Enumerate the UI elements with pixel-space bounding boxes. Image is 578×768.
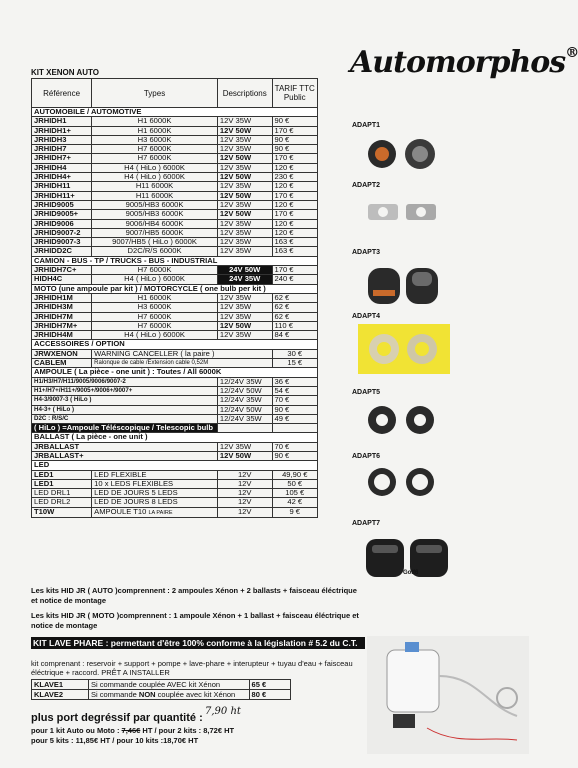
klave-price: 80 €	[249, 690, 290, 700]
desc-cell: 12V 50W	[217, 191, 272, 200]
desc-cell: 12V 35W	[217, 117, 272, 126]
table-row	[32, 507, 318, 517]
empty-cell	[272, 424, 318, 433]
price-cell: 84 €	[272, 331, 318, 340]
brand-reg-mark: ®	[565, 45, 578, 61]
type-text: LED DE JOURS 5 LEDS	[94, 488, 178, 498]
desc-cell: 12V 50W	[217, 154, 272, 163]
desc-cell: 12V	[217, 479, 272, 488]
table-row	[32, 405, 318, 414]
ref-cell: CABLEM	[32, 359, 92, 368]
klave-desc-c: couplée avec kit Xénon	[155, 690, 236, 699]
price-cell: 70 €	[272, 396, 318, 405]
type-cell: H4 ( HiLo ) 6000K	[92, 275, 218, 284]
price-cell: 170 €	[272, 126, 318, 135]
klave-desc-a: Si commande	[90, 690, 139, 699]
price-cell: 49,90 €	[272, 470, 318, 479]
table-row	[32, 154, 318, 163]
ref-cell: JRHID9006	[32, 219, 92, 228]
table-row	[32, 349, 318, 358]
adapter-6-image	[364, 462, 444, 502]
desc-cell: 12V 50W	[217, 173, 272, 182]
desc-cell: 12V 35W	[217, 145, 272, 154]
table-row	[32, 451, 318, 460]
price-cell: 163 €	[272, 238, 318, 247]
ref-cell: JRHID9005	[32, 200, 92, 209]
price-cell: 42 €	[272, 498, 318, 507]
desc-cell: 12V 35W	[217, 312, 272, 321]
desc-cell: 12/24V 35W	[217, 396, 272, 405]
note-auto-kit: Les kits HID JR ( AUTO )comprennent : 2 ampoules Xénon + 2 ballasts + faisceau éléctrique et notice de montage	[31, 586, 357, 605]
adapter-label-3: ADAPT3	[352, 249, 381, 256]
price-cell: 62 €	[272, 293, 318, 302]
desc-cell: 12V	[217, 498, 272, 507]
desc-cell: 12V 50W	[217, 126, 272, 135]
adapter-label-1: ADAPT1	[352, 122, 381, 129]
klave-ref: KLAVE1	[32, 680, 89, 690]
section-led: LED	[32, 461, 318, 470]
desc-cell: 12V 35W	[217, 182, 272, 191]
price-cell: 90 €	[272, 145, 318, 154]
table-row	[32, 126, 318, 135]
section-camion: CAMION - BUS - TP / TRUCKS - BUS - INDUSTRIAL	[32, 256, 318, 265]
ref-cell: H4-3+ ( HiLo )	[32, 405, 218, 414]
klave-desc	[88, 690, 249, 700]
price-cell: 36 €	[272, 377, 318, 386]
table-row	[32, 377, 318, 386]
ref-cell: HIDH4C	[32, 275, 92, 284]
adapter-label-7: ADAPT7	[352, 520, 381, 527]
ref-cell: JRHIDH7C+	[32, 266, 92, 275]
type-cell: H3 6000K	[92, 303, 218, 312]
type-cell	[92, 507, 218, 517]
klave-price: 65 €	[249, 680, 290, 690]
klave-desc: Si commande couplée AVEC kit Xénon	[88, 680, 249, 690]
price-cell: 240 €	[272, 275, 318, 284]
type-cell: H11 6000K	[92, 191, 218, 200]
table-row	[32, 219, 318, 228]
header-types: Types	[92, 79, 218, 108]
section-accessoires: ACCESSOIRES / OPTION	[32, 340, 318, 349]
type-cell: H7 6000K	[92, 321, 218, 330]
type-cell: 9007/HB5 ( HiLo ) 6000K	[92, 238, 218, 247]
lave-phare-table	[31, 679, 291, 700]
ref-cell: JRHIDH7M	[32, 312, 92, 321]
desc-cell: 12V 35W	[217, 200, 272, 209]
adapter-3-image	[364, 262, 444, 308]
ref-cell: H4-3/9007-3 ( HiLo )	[32, 396, 218, 405]
type-cell: 9006/HB4 6000K	[92, 219, 218, 228]
lave-phare-contents: kit comprenant : reservoir + support + pompe + lave-phare + interupteur + tuyau d'eau + faisceau éléctrique + raccord. PRÊT A INSTALLER	[31, 659, 353, 677]
table-row	[32, 303, 318, 312]
price-cell: 110 €	[272, 321, 318, 330]
header-ref: Référence	[32, 79, 92, 108]
type-cell: H4 ( HiLo ) 6000K	[92, 331, 218, 340]
ref-cell: JRHIDH11+	[32, 191, 92, 200]
lave-phare-title: KIT LAVE PHARE : permettant d'être 100% conforme à la législation # 5.2 du C.T.	[31, 637, 365, 649]
adapter-2-image	[364, 196, 444, 228]
table-row	[32, 117, 318, 126]
section-led-row	[32, 461, 318, 470]
price-cell: 62 €	[272, 303, 318, 312]
price-cell: 30 €	[272, 349, 318, 358]
desc-cell: 12/24V 35W	[217, 414, 272, 423]
section-ballast-row	[32, 433, 318, 442]
price-cell: 50 €	[272, 479, 318, 488]
table-row	[32, 312, 318, 321]
ref-cell: D2C : R/S/C	[32, 414, 218, 423]
ref-cell: JRHID9007-2	[32, 228, 92, 237]
type-cell: H4 ( HiLo ) 6000K	[92, 163, 218, 172]
header-desc: Descriptions	[217, 79, 272, 108]
ref-cell: LED1	[32, 470, 92, 479]
ref-cell: JRHID9007-3	[32, 238, 92, 247]
desc-cell: 12V 35W	[217, 293, 272, 302]
type-cell: H7 6000K	[92, 145, 218, 154]
shipping-line-1-a: pour 1 kit Auto ou Moto :	[31, 726, 122, 735]
ref-cell: LED DRL1	[32, 489, 92, 498]
desc-cell: 12V 35W	[217, 238, 272, 247]
table-row	[32, 470, 318, 479]
desc-cell: 12V 35W	[217, 247, 272, 256]
adapter-1-image	[364, 134, 444, 174]
type-cell: H1 6000K	[92, 126, 218, 135]
adapter-label-4: ADAPT4	[352, 313, 381, 320]
shipping-line-2: pour 5 kits : 11,85€ HT / pour 10 kits :18,70€ HT	[31, 736, 199, 745]
table-row	[32, 210, 318, 219]
empty-cell	[217, 424, 272, 433]
desc-cell: 12V	[217, 489, 272, 498]
shipping-title: plus port degréssif par quantité :	[31, 712, 203, 724]
ref-cell: JRHIDH7M+	[32, 321, 92, 330]
price-cell: 54 €	[272, 386, 318, 395]
price-cell: 62 €	[272, 312, 318, 321]
desc-cell: 12V 35W	[217, 331, 272, 340]
type-cell: H7 6000K	[92, 154, 218, 163]
price-cell: 170 €	[272, 154, 318, 163]
type-cell: 9005/HB3 6000K	[92, 210, 218, 219]
type-cell: D2C/R/S 6000K	[92, 247, 218, 256]
desc-cell: 12V 35W	[217, 442, 272, 451]
desc-cell: 12V 35W	[217, 228, 272, 237]
brand-logo	[350, 45, 578, 80]
table-row	[32, 690, 291, 700]
type-cell: 9005/HB3 6000K	[92, 200, 218, 209]
table-header	[32, 79, 318, 108]
section-ampoule: AMPOULE ( La pièce - one unit ) : Toutes / All 6000K	[32, 368, 318, 377]
adapter-5-image	[364, 400, 444, 440]
shipping-line-1-b: HT / pour 2 kits : 8,72€ HT	[140, 726, 235, 735]
adapter-label-5: ADAPT5	[352, 389, 381, 396]
header-tarif: TARIF TTC Public	[272, 79, 318, 108]
desc-cell: 12V 50W	[217, 321, 272, 330]
type-cell: H7 6000K	[92, 266, 218, 275]
price-cell: 105 €	[272, 489, 318, 498]
shipping-prices	[31, 726, 234, 746]
price-cell: 120 €	[272, 163, 318, 172]
section-moto: MOTO (une ampoule par kit ) / MOTORCYCLE ( one bulb per kit )	[32, 284, 318, 293]
desc-cell: 12V 50W	[217, 451, 272, 460]
section-ampoule-row	[32, 368, 318, 377]
type-cell: H7 6000K	[92, 312, 218, 321]
ref-cell: T10W	[32, 507, 92, 517]
desc-cell: 12V	[217, 507, 272, 517]
desc-cell: 12/24V 50W	[217, 386, 272, 395]
desc-cell: 12V 35W	[217, 163, 272, 172]
type-cell: 9007/HB5 6000K	[92, 228, 218, 237]
desc-cell: 12V 50W	[217, 210, 272, 219]
note-moto-kit: Les kits HID JR ( MOTO )comprennent : 1 ampoule Xénon + 1 ballast + faisceau éléctrique et notice de montage	[31, 611, 359, 630]
price-cell: 170 €	[272, 210, 318, 219]
ref-cell: JRHIDH4	[32, 163, 92, 172]
brand-logo-text: Automorphos	[350, 45, 566, 80]
price-cell: 120 €	[272, 228, 318, 237]
price-cell: 90 €	[272, 135, 318, 144]
type-text: LED DE JOURS 8 LEDS	[94, 497, 178, 507]
price-cell: 15 €	[272, 359, 318, 368]
ref-cell: JRHIDH11	[32, 182, 92, 191]
price-cell: 163 €	[272, 247, 318, 256]
price-cell: 230 €	[272, 173, 318, 182]
desc-cell: 12V 35W	[217, 135, 272, 144]
ref-cell: JRHID9005+	[32, 210, 92, 219]
section-auto: AUTOMOBILE / AUTOMOTIVE	[32, 108, 318, 117]
ref-cell: JRHIDD2C	[32, 247, 92, 256]
desc-cell: 12V	[217, 470, 272, 479]
lave-phare-image	[367, 636, 529, 754]
ref-cell: H1/H3/H7/H11/9005/9006/9007-2	[32, 377, 218, 386]
adapter-label-2: ADAPT2	[352, 182, 381, 189]
type-cell: Ralonque de cable /Extension cable 0,52M	[92, 359, 272, 368]
hilo-note: ( HiLo ) =Ampoule Téléscopique / Telescopic bulb	[32, 424, 218, 433]
price-cell: 170 €	[272, 191, 318, 200]
type-text: LED FLEXIBLE	[94, 469, 147, 479]
price-cell: 90 €	[272, 405, 318, 414]
price-cell: 70 €	[272, 442, 318, 451]
type-text: 10 x LEDS FLEXIBLES	[94, 478, 174, 488]
section-ballast: BALLAST ( La pièce - one unit )	[32, 433, 318, 442]
type-cell: WARNING CANCELLER ( la paire )	[92, 349, 272, 358]
ref-cell: LED1	[32, 479, 92, 488]
table-row	[32, 498, 318, 507]
price-cell: 90 €	[272, 451, 318, 460]
ref-cell: JRHIDH3M	[32, 303, 92, 312]
desc-cell: 24V 50W	[217, 266, 272, 275]
type-small: LA PAIRE	[148, 509, 173, 516]
price-cell: 49 €	[272, 414, 318, 423]
ref-cell: JRHIDH7+	[32, 154, 92, 163]
shipping-line-1	[31, 726, 234, 736]
price-cell: 9 €	[272, 507, 318, 517]
price-cell: 120 €	[272, 200, 318, 209]
adapter-label-6: ADAPT6	[352, 453, 381, 460]
ref-cell: JRHIDH4M	[32, 331, 92, 340]
price-table	[31, 78, 318, 518]
handwritten-note: 7,90 ht	[205, 706, 241, 717]
desc-cell: 12/24V 50W	[217, 405, 272, 414]
desc-cell: 12/24V 35W	[217, 377, 272, 386]
ref-cell: JRHIDH1	[32, 117, 92, 126]
desc-cell: 12V 35W	[217, 219, 272, 228]
ref-cell: JRHIDH4+	[32, 173, 92, 182]
type-cell: H1 6000K	[92, 293, 218, 302]
kit-title: KIT XENON AUTO	[31, 68, 100, 77]
klave-desc-b: NON	[138, 690, 156, 699]
type-cell: H4 ( HiLo ) 6000K	[92, 173, 218, 182]
desc-cell: 24V 35W	[217, 275, 272, 284]
price-cell: 120 €	[272, 182, 318, 191]
type-cell: H1 6000K	[92, 117, 218, 126]
ref-cell: JRWXENON	[32, 349, 92, 358]
table-row	[32, 182, 318, 191]
adapter-7-caption: Golf6	[403, 570, 419, 576]
klave-ref: KLAVE2	[32, 690, 89, 700]
price-cell: 90 €	[272, 117, 318, 126]
type-cell: H11 6000K	[92, 182, 218, 191]
ref-cell: JRHIDH1M	[32, 293, 92, 302]
ref-cell: JRHIDH7	[32, 145, 92, 154]
table-row	[32, 275, 318, 284]
ref-cell: JRHIDH3	[32, 135, 92, 144]
type-cell: H3 6000K	[92, 135, 218, 144]
desc-cell: 12V 35W	[217, 303, 272, 312]
type-text: AMPOULE T10	[94, 506, 147, 516]
ref-cell: JRBALLAST	[32, 442, 218, 451]
table-row	[32, 680, 291, 690]
ref-cell: JRHIDH1+	[32, 126, 92, 135]
ref-cell: LED DRL2	[32, 498, 92, 507]
ref-cell: JRBALLAST+	[32, 451, 218, 460]
ref-cell: H1+/H7+/H11+/9005+/9006+/9007+	[32, 386, 218, 395]
price-cell: 170 €	[272, 266, 318, 275]
table-row	[32, 247, 318, 256]
table-row	[32, 396, 318, 405]
shipping-line-1-struck: 7,46€	[121, 726, 141, 735]
section-accessoires-row	[32, 340, 318, 349]
price-cell: 120 €	[272, 219, 318, 228]
adapter-4-image	[358, 324, 450, 374]
